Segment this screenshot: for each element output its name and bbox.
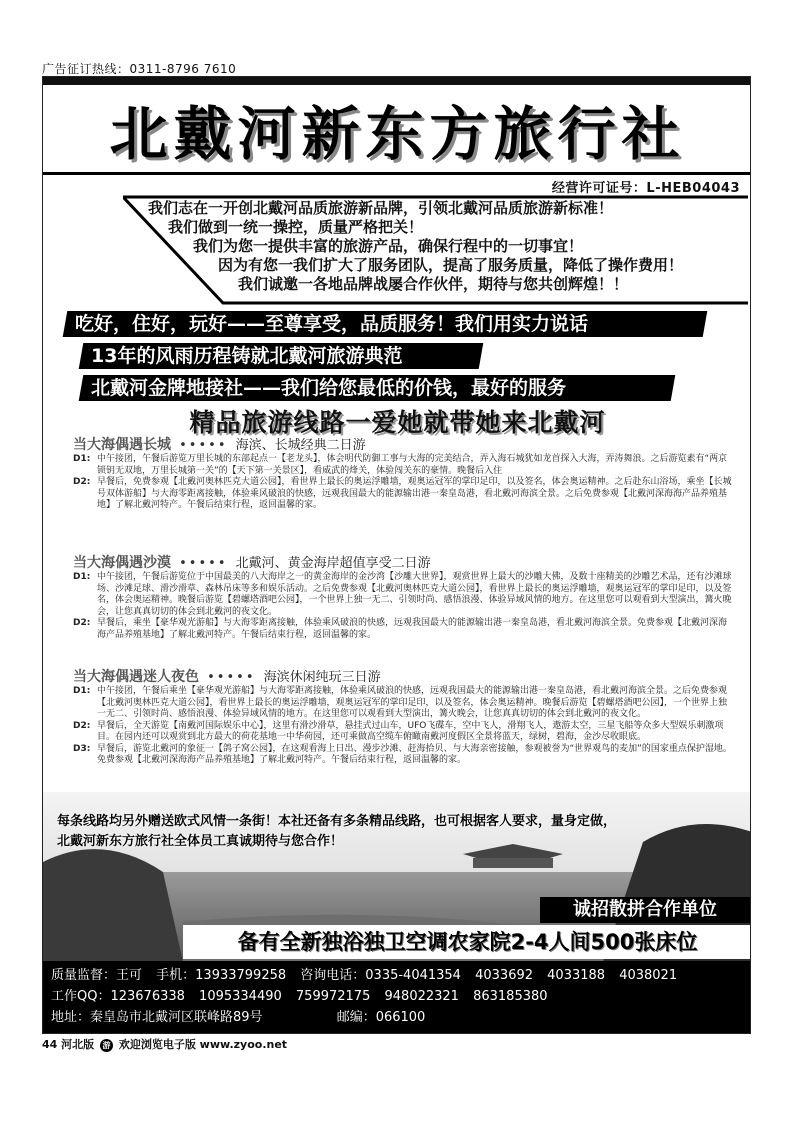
mobile-number: 手机：13933799258 — [156, 968, 287, 983]
banner-text: 吃好，住好，玩好——至尊享受，品质服务！我们用实力说话 — [75, 313, 589, 335]
banner-quality — [63, 311, 708, 337]
day-label: D1: — [73, 454, 91, 464]
itinerary-dots: ••••• — [179, 438, 228, 453]
slogan-line: 我们为您一提供丰富的旅游产品，确保行程中的一切事宜！ — [193, 237, 584, 255]
day-text: 早餐后，乘坐【豪华观光游船】与大海零距离接触，体验乘风破浪的快感，远观我国最大的能源输出港一秦皇岛港，看北戴河海滨全景。免费参观【北戴河深海海产品养殖基地】了解北戴河特产。午餐后结束行程，返回温馨的家。 — [97, 618, 728, 640]
slogan-line: 我们做到一统一操控，质量严格把关！ — [168, 218, 424, 236]
footer-text: 欢迎浏览电子版 www.zyoo.net — [118, 1038, 288, 1051]
promo-text — [57, 812, 747, 852]
qq-number: 948022321 — [384, 989, 459, 1004]
itinerary-dots: ••••• — [207, 670, 256, 685]
agency-title: 北戴河新东方旅行社 — [109, 100, 686, 168]
itinerary-section — [73, 437, 733, 512]
itinerary-day — [73, 618, 733, 641]
day-label: D1: — [73, 686, 91, 696]
slogan-line: 因为有您一我们扩大了服务团队，提高了服务质量，降低了操作费用！ — [218, 256, 684, 274]
contact-line — [51, 965, 744, 986]
itinerary-section — [73, 669, 733, 767]
itinerary-day — [73, 686, 733, 721]
itinerary-header — [73, 669, 733, 686]
qq-number: 759972175 — [295, 989, 371, 1004]
itinerary-day — [73, 744, 733, 767]
brand-logo-icon: 游 — [100, 1039, 113, 1052]
qq-number: 工作QQ：123676338 — [51, 989, 185, 1004]
day-text: 中午接团，午餐后乘坐【豪华观光游船】与大海零距离接触，体验乘风破浪的快感，远观我国最大的能源输出港一秦皇岛港，看北戴河海滨全景。之后免费参观【北戴河奥林匹克大道公园】，看世界上最长的奥运浮雕墙，观奥运冠军的掌印足印，以及签名，体会奥运精神。晚餐后游览【碧螺塔酒吧公园】，一个世界上独一无二、引领时尚、感悟浪漫、体验异域风情的地方。在这里您可以观看到大型演出，篝火晚会，让您真真切切的体会到北戴河的夜文化。 — [97, 686, 728, 719]
contact-bar — [43, 961, 751, 1034]
license-number: 经营许可证号：L-HEB04043 — [551, 181, 740, 196]
postcode: 邮编：066100 — [336, 1010, 426, 1025]
itinerary-route: 海滨休闲纯玩三日游 — [263, 670, 381, 685]
banner-text: 北戴河金牌地接社——我们给您最低的价钱，最好的服务 — [91, 377, 567, 399]
itinerary-dots: ••••• — [179, 556, 228, 571]
day-text: 中午接团，午餐后游览位于中国最美的八大海岸之一的黄金海岸的金沙湾【沙雕大世界】，观赏世界上最大的沙雕大佛，及数十座精美的沙雕艺术品，还有沙滩球场、沙滩足球、滑沙滑草、森林吊床等多和娱乐活动。之后免费参观【北戴河奥林匹克大道公园】，看世界上最长的奥运浮雕墙，观奥运冠军的掌印足印，以及签名，体会奥运精神。晚餐后游览【碧螺塔酒吧公园】，一个世界上独一无二、引领时尚、感悟浪漫、体验异域风情的地方。在这里您可以观看到大型演出，篝火晚会，让您真真切切的体会到北戴河的夜文化。 — [97, 572, 732, 617]
quality-supervisor: 质量监督：王可 — [51, 968, 143, 983]
itinerary-label: 当大海偶遇迷人夜色 — [73, 669, 199, 685]
itinerary-label: 当大海偶遇长城 — [73, 437, 171, 453]
page-footer — [42, 1036, 287, 1052]
itinerary-route: 北戴河、黄金海岸超值享受二日游 — [235, 556, 431, 571]
itinerary-day — [73, 477, 733, 512]
itinerary-route: 海滨、长城经典二日游 — [235, 438, 366, 453]
edition: 河北版 — [61, 1038, 95, 1051]
day-label: D1: — [73, 572, 91, 582]
slogan-line: 我们诚邀一各地品牌战屡合作伙伴，期待与您共创辉煌！！ — [238, 275, 629, 293]
slogan-block — [123, 195, 748, 305]
slogan-line: 我们志在一开创北戴河品质旅游新品牌，引领北戴河品质旅游新标准！ — [148, 199, 614, 217]
promo-line: 北戴河新东方旅行社全体员工真诚期待与您合作！ — [57, 834, 344, 849]
day-label: D2: — [73, 477, 91, 487]
ad-hotline: 广告征订热线：0311-8796 7610 — [42, 62, 237, 76]
phone-number: 4033188 — [547, 968, 606, 983]
header — [43, 77, 751, 175]
day-text: 早餐后，游览北戴河的象征一【鸽子窝公园】，在这观看海上日出、漫步沙滩、赶海拾贝、与大海亲密接触，参观被誉为“世界观鸟的麦加”的国家重点保护湿地。免费参观【北戴河深海海产品养殖基地】了解北戴河特产。午餐后结束行程，返回温馨的家。 — [97, 743, 732, 765]
day-label: D2: — [73, 720, 91, 731]
page-number: 44 — [42, 1038, 58, 1051]
day-text: 早餐后，免费参观【北戴河奥林匹克大道公园】，看世界上最长的奥运浮雕墙，观奥运冠军的掌印足印，以及签名，体会奥运精神。之后赴东山浴场，乘坐【长城号双体游船】与大海零距离接触，体验乘风破浪的快感，远观我国最大的能源输出港一秦皇岛港，看北戴河海滨全景。之后免费参观【北戴河深海海产品养殖基地】了解北戴河特产。午餐后结束行程，返回温馨的家。 — [97, 477, 732, 510]
itinerary-day — [73, 454, 733, 477]
itinerary-section — [73, 555, 733, 641]
routes-heading: 精品旅游线路一爱她就带她来北戴河 — [189, 408, 606, 437]
banner-price — [79, 375, 676, 401]
day-label: D2: — [73, 618, 91, 628]
itinerary-header — [73, 437, 733, 454]
day-text: 中午接团，午餐后游览万里长城的东部起点一【老龙头】，体会明代防御工事与大海的完美结合，弄入海石城犹如龙首探入大海，弄涛舞浪。之后游览素有“两京锁钥无双地，万里长城第一关”的【天下第一关景区】，看威武的烽关，体验闯关东的豪情。晚餐后入住 — [97, 454, 728, 476]
day-label: D3: — [73, 743, 91, 754]
itinerary-day — [73, 721, 733, 744]
advertisement — [42, 76, 751, 1034]
address: 地址：秦皇岛市北戴河区联峰路89号 — [51, 1010, 263, 1025]
banner-history — [79, 343, 484, 369]
day-text: 早餐后，全天游览【南戴河国际娱乐中心】，这里有滑沙滑草，悬挂式过山车，UFO飞碟车，空中飞人，滑翔飞人，遨游太空，三星飞船等众多大型娱乐刺激项目。在园内还可以观赏到北方最大的荷花基地一中华荷园，还可乘做高空缆车俯瞰南戴河度假区全景将蓝天，绿树，碧海，金沙尽收眼底。 — [97, 720, 724, 742]
itinerary-header — [73, 555, 733, 572]
rooms-banner: 备有全新独浴独卫空调农家院2-4人间500张床位 — [183, 925, 751, 959]
consult-phone: 咨询电话：0335-4041354 — [300, 968, 461, 983]
itinerary-day — [73, 572, 733, 618]
banner-text: 13年的风雨历程铸就北戴河旅游典范 — [91, 345, 403, 367]
itinerary-label: 当大海偶遇沙漠 — [73, 555, 171, 571]
phone-number: 4033692 — [475, 968, 534, 983]
qq-number: 1095334490 — [199, 989, 282, 1004]
slogan-list — [123, 199, 748, 294]
contact-line — [51, 986, 744, 1007]
header-bar — [43, 77, 751, 85]
recruit-banner: 诚招散拼合作单位 — [540, 897, 750, 923]
qq-number: 863185380 — [473, 989, 548, 1004]
phone-number: 4038021 — [619, 968, 678, 983]
contact-line — [51, 1007, 744, 1028]
promo-line: 每条线路均另外赠送欧式风情一条街！本社还备有多条精品线路，也可根据客人要求，量身定做， — [57, 814, 617, 829]
